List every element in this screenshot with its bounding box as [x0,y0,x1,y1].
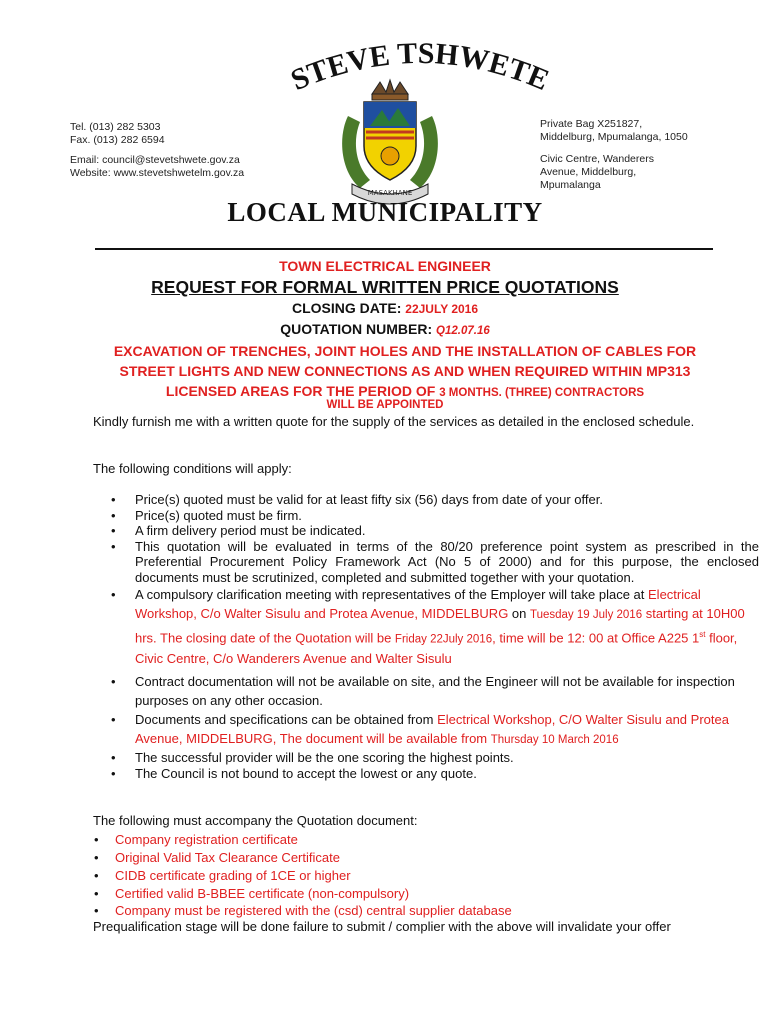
required-document-item: • Company registration certificate [115,831,735,849]
documents-venue: Electrical Workshop, C/O Walter Sisulu and Protea Avenue, MIDDELBURG, The document will be available from [135,712,729,747]
address-line-1: Civic Centre, Wanderers [540,153,654,165]
conditions-heading: The following conditions will apply: [93,461,292,476]
condition-item: • Price(s) quoted must be valid for at least fifty six (56) days from date of your offer. [135,492,759,508]
request-title: REQUEST FOR FORMAL WRITTEN PRICE QUOTATIONS [151,277,619,297]
contact-online [70,154,244,180]
quotation-number-line [0,321,770,337]
closing-date-line [0,300,770,316]
floor-ordinal: st [699,630,706,639]
condition-item: • This quotation will be evaluated in terms of the 80/20 preference point system as prescribed in the Preferential Procurement Policy Framework Act (No 5 of 2000) and for this purpose, the enclosed documents must be scrutinized, completed and submitted together with your quotation. [135,539,759,586]
brand-bottom-title: LOCAL MUNICIPALITY [227,197,543,227]
condition-item: • The Council is not bound to accept the lowest or any quote. [135,766,759,782]
project-description-main: EXCAVATION OF TRENCHES, JOINT HOLES AND THE INSTALLATION OF CABLES FOR STREET LIGHTS AND NEW CONNECTIONS AS AND WHEN REQUIRED WITHIN MP313 LICENSED AREAS FOR THE PERIOD OF [113,343,697,399]
documents-intro: Documents and specifications can be obtained from [135,712,438,728]
quotation-number-label: QUOTATION NUMBER: [280,321,437,337]
address-line-3: Mpumalanga [540,179,601,191]
coat-of-arms-crest [330,76,450,206]
condition-item: • Price(s) quoted must be firm. [135,508,759,524]
department-heading: TOWN ELECTRICAL ENGINEER [279,258,491,274]
tel-text: Tel. (013) 282 5303 [70,121,161,133]
required-documents-list [93,831,735,918]
condition-item-meeting [135,585,759,668]
required-document-item: • Company must be registered with the (csd) central supplier database [115,903,735,918]
required-document-item: • CIDB certificate grading of 1CE or higher [115,867,735,885]
postal-address [540,118,688,144]
documents-date: Thursday 10 March 2016 [490,734,619,747]
prequalification-note: Prequalification stage will be done failure to submit / complier with the above will invalidate your offer [93,919,671,934]
crest-motto: MASAKHANE [367,189,413,197]
closing-date-inline: Friday 22July 2016 [394,633,493,646]
intro-paragraph: Kindly furnish me with a written quote for the supply of the services as detailed in the enclosed schedule. [93,414,695,429]
meeting-time: starting at 10H00 hrs. The closing date of the Quotation will be [135,606,745,646]
brand-top-text: TEVE TSHWET [302,38,534,91]
condition-item: • A firm delivery period must be indicated. [135,523,759,539]
closing-date-label: CLOSING DATE: [291,300,406,316]
fax-text: Fax. (013) 282 6594 [70,134,165,146]
email-text: Email: council@stevetshwete.gov.za [70,154,240,166]
required-document-item: • Certified valid B-BBEE certificate (non-compulsory) [115,885,735,903]
project-description-period: 3 MONTHS. (THREE) CONTRACTORS [439,387,645,399]
postal-line-2: Middelburg, Mpumalanga, 1050 [540,131,688,143]
meeting-date: Tuesday 19 July 2016 [530,609,643,621]
contractors-appointed: WILL BE APPOINTED [326,399,444,411]
street-address [540,153,654,192]
meeting-on: on [508,606,530,621]
meeting-intro: A compulsory clarification meeting with representatives of the Employer will take place at [135,587,649,602]
project-description [85,341,725,403]
condition-item: • Contract documentation will not be available on site, and the Engineer will not be available for inspection purposes on any other occasion. [135,672,759,710]
required-document-item: • Original Valid Tax Clearance Certificate [115,849,735,867]
closing-time-office: , time will be 12: 00 at Office A225 1 [492,630,700,646]
conditions-list [93,492,759,781]
condition-item-documents [135,710,759,750]
address-line-2: Avenue, Middelburg, [540,166,637,178]
postal-line-1: Private Bag X251827, [540,118,643,130]
contact-phone [70,121,165,147]
documents-heading: The following must accompany the Quotation document: [93,813,418,828]
closing-date-value: 22JULY 2016 [405,302,479,316]
website-text: Website: www.stevetshwetelm.gov.za [70,167,245,179]
closing-location: floor, Civic Centre, C/o Wanderers Avenue and Walter Sisulu [135,630,738,667]
crest-icon [330,76,450,206]
header-divider [95,248,713,250]
meeting-venue: Electrical Workshop, C/o Walter Sisulu and Protea Avenue, MIDDELBURG [135,587,701,621]
quotation-number-value: Q12.07.16 [436,325,490,337]
condition-item: • The successful provider will be the one scoring the highest points. [135,750,759,766]
